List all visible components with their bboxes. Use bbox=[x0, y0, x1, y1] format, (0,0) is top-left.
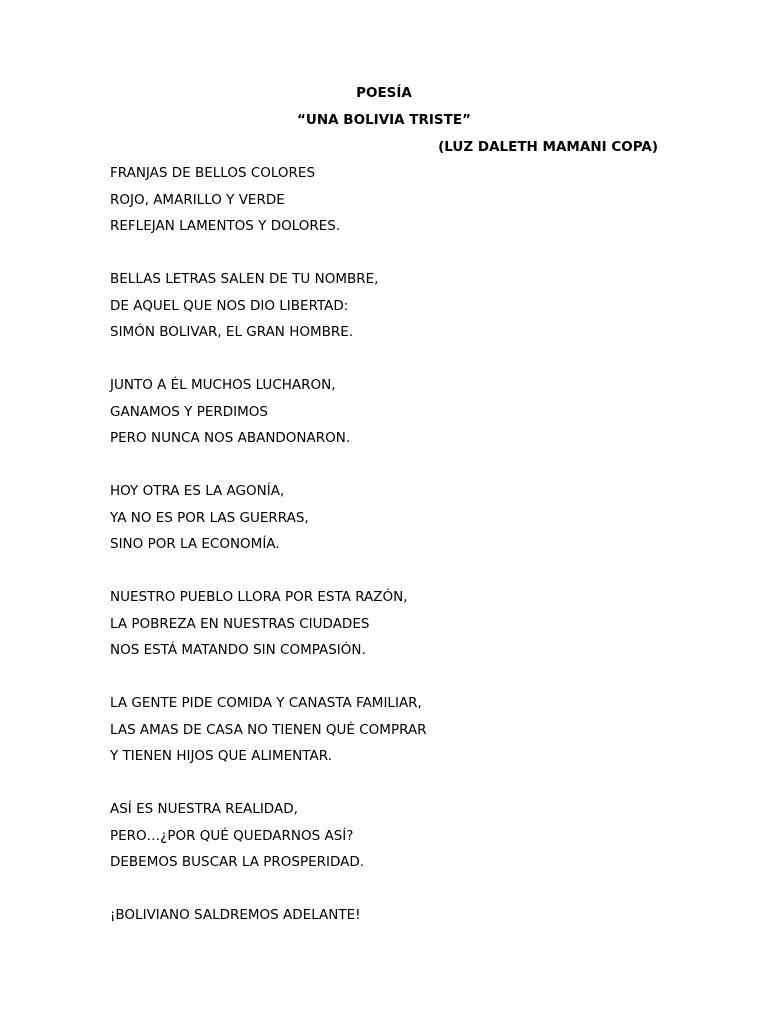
poem-author: (LUZ DALETH MAMANI COPA) bbox=[438, 139, 658, 155]
poem-line: SINO POR LA ECONOMÍA. bbox=[110, 536, 280, 552]
stanza bbox=[110, 801, 670, 881]
poem-line: ROJO, AMARILLO Y VERDE bbox=[110, 191, 285, 208]
stanza bbox=[110, 165, 670, 245]
poem-line: Y TIENEN HIJOS QUE ALIMENTAR. bbox=[110, 748, 332, 764]
poem-line: ASÍ ES NUESTRA REALIDAD, bbox=[110, 801, 298, 817]
stanza bbox=[110, 483, 670, 563]
poem-line: REFLEJAN LAMENTOS Y DOLORES. bbox=[110, 218, 341, 234]
poem-line: JUNTO A ÉL MUCHOS LUCHARON, bbox=[110, 377, 336, 393]
poem-line: NUESTRO PUEBLO LLORA POR ESTA RAZÓN, bbox=[110, 589, 408, 605]
poem-line: DEBEMOS BUSCAR LA PROSPERIDAD. bbox=[110, 854, 365, 870]
poem-body bbox=[110, 165, 670, 960]
poem-line: SIMÓN BOLIVAR, EL GRAN HOMBRE. bbox=[110, 324, 354, 340]
stanza bbox=[110, 695, 670, 775]
poem-line: ¡BOLIVIANO SALDREMOS ADELANTE! bbox=[110, 907, 361, 923]
poem-line: BELLAS LETRAS SALEN DE TU NOMBRE, bbox=[110, 271, 379, 287]
poem-line: PERO…¿POR QUÉ QUEDARNOS ASÍ? bbox=[110, 827, 354, 844]
poem-title: “UNA BOLIVIA TRISTE” bbox=[297, 112, 471, 128]
stanza bbox=[110, 377, 670, 457]
poem-line: LA GENTE PIDE COMIDA Y CANASTA FAMILIAR, bbox=[110, 695, 422, 711]
stanza bbox=[110, 589, 670, 669]
poem-line: GANAMOS Y PERDIMOS bbox=[110, 403, 268, 420]
poem-line: LAS AMAS DE CASA NO TIENEN QUÉ COMPRAR bbox=[110, 721, 427, 738]
document-label: POESÍA bbox=[356, 85, 412, 101]
poem-line: HOY OTRA ES LA AGONÍA, bbox=[110, 483, 285, 499]
poem-line: DE AQUEL QUE NOS DIO LIBERTAD: bbox=[110, 297, 349, 314]
poem-line: LA POBREZA EN NUESTRAS CIUDADES bbox=[110, 615, 370, 632]
poem-line: NOS ESTÁ MATANDO SIN COMPASIÓN. bbox=[110, 642, 366, 658]
poem-line: YA NO ES POR LAS GUERRAS, bbox=[110, 509, 309, 526]
poem-line: FRANJAS DE BELLOS COLORES bbox=[110, 165, 316, 181]
stanza bbox=[110, 907, 670, 934]
poem-line: PERO NUNCA NOS ABANDONARON. bbox=[110, 430, 351, 446]
stanza bbox=[110, 271, 670, 351]
